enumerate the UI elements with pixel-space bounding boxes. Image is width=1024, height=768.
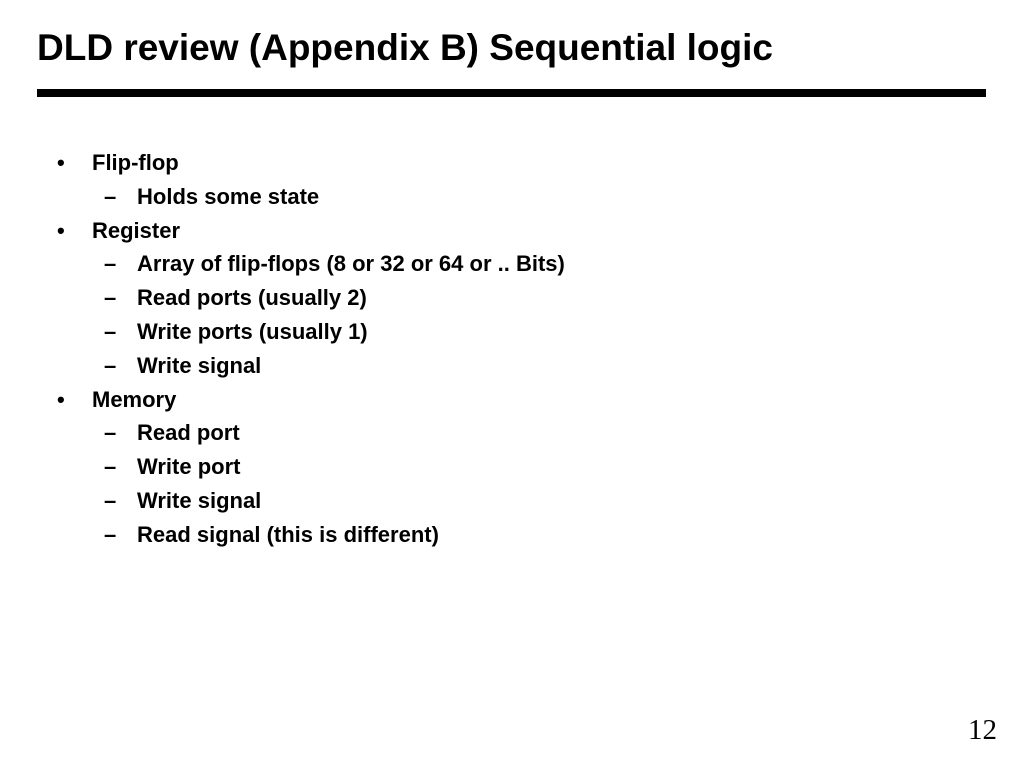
sub-bullet-text: Write signal: [137, 352, 262, 378]
sub-bullet-item: [0, 315, 1024, 349]
sub-bullet-text: Holds some state: [137, 183, 320, 209]
sub-bullet-text: Write ports (usually 1): [137, 318, 368, 344]
sub-bullet-text: Write signal: [137, 487, 262, 513]
sub-bullet-marker: –: [104, 420, 117, 446]
bullet-marker: •: [57, 217, 65, 243]
sub-bullet-marker: –: [104, 352, 117, 378]
sub-bullet-marker: –: [104, 285, 117, 311]
sub-bullet-text: Read port: [137, 420, 240, 446]
page-number: 12: [968, 714, 997, 746]
sub-bullet-marker: –: [104, 251, 117, 277]
sub-bullet-marker: –: [104, 183, 117, 209]
bullet-text: Memory: [92, 386, 177, 412]
bullet-text: Flip-flop: [92, 150, 179, 175]
bullet-marker: •: [57, 150, 65, 175]
sub-bullet-item: [0, 349, 1024, 383]
sub-bullet-item: [0, 484, 1024, 518]
sub-bullet-text: Write port: [137, 454, 241, 480]
sub-bullet-marker: –: [104, 318, 117, 344]
sub-bullet-marker: –: [104, 454, 117, 480]
bullet-text: Register: [92, 217, 181, 243]
sub-bullet-text: Read signal (this is different): [137, 521, 439, 547]
sub-bullet-item: [0, 281, 1024, 315]
sub-bullet-text: Read ports (usually 2): [137, 285, 367, 311]
bullet-list: [0, 146, 1024, 552]
sub-bullet-item: [0, 416, 1024, 450]
sub-bullet-item: [0, 450, 1024, 484]
bullet-item-flip-flop: [0, 146, 1024, 180]
sub-bullet-marker: –: [104, 487, 117, 513]
sub-bullet-item: [0, 518, 1024, 552]
sub-bullet-item: [0, 247, 1024, 281]
sub-bullet-item: [0, 180, 1024, 214]
bullet-item-memory: [0, 383, 1024, 417]
sub-bullet-marker: –: [104, 521, 117, 547]
bullet-marker: •: [57, 386, 65, 412]
bullet-item-register: [0, 214, 1024, 248]
sub-bullet-text: Array of flip-flops (8 or 32 or 64 or .. Bits): [137, 251, 565, 277]
slide-title: DLD review (Appendix B) Sequential logic: [37, 27, 773, 68]
title-underline: [37, 89, 986, 97]
